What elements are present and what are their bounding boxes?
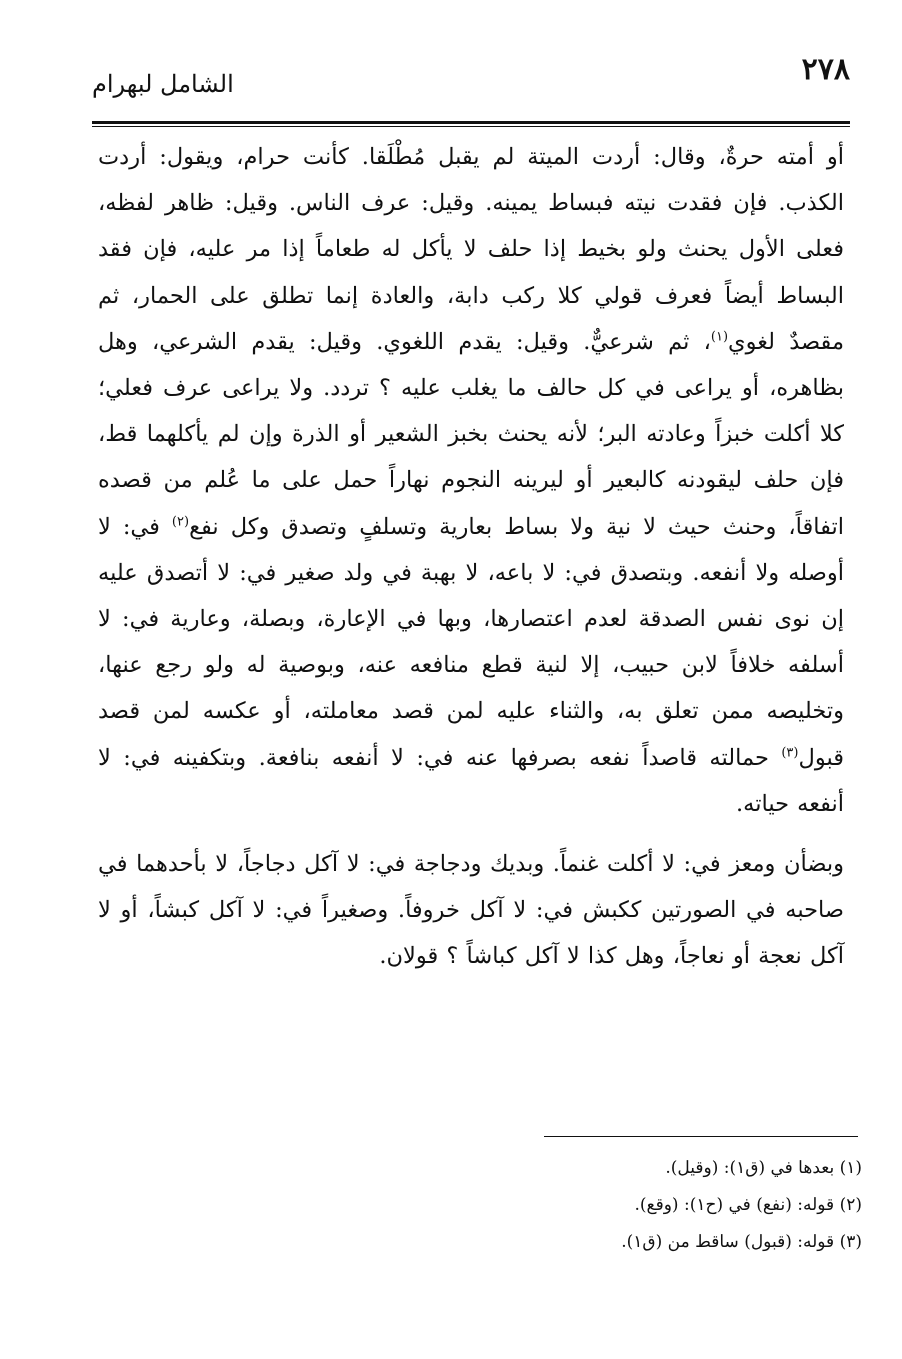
footnote-2: (٢) قوله: (نفع) في (ح١): (وقع).	[634, 1195, 862, 1215]
footnote-mark-2: (٢)	[171, 514, 190, 530]
text-line: ركب دابة، والعادة إنما تطلق على الحمار، ثم مقصدٌ لغوي	[98, 282, 844, 355]
text-line: حمالته قاصداً	[642, 744, 782, 771]
text-line: أسلفه خلافاً لابن حبيب، إلا لنية قطع منافعه عنه، وبوصية له ولو رجع عنها، وتخليصه	[98, 652, 844, 725]
text-line: الذرة وإن لم يأكلهما قط، فإن حلف ليقودنه كالبعير أو ليرينه النجوم نهاراً حمل على ما	[98, 421, 844, 494]
text-line: وبضأن ومعز في: لا أكلت غنماً. وبديك ودجاجة في: لا آكل دجاجاً، لا بأحدهما في	[98, 851, 844, 878]
text-line: نعجة أو نعاجاً، وهل كذا لا آكل كباشاً ؟ قولان.	[379, 943, 802, 970]
page-header	[92, 50, 850, 118]
text-line: أو أمته حرةٌ، وقال: أردت الميتة لم يقبل مُطْلَقا. كأنت حرام، ويقول: أردت الكذب. فإن	[98, 144, 845, 217]
text-line: تردد. ولا يراعى عرف فعلي؛ كلا أكلت خبزاً وعادته البر؛ لأنه يحنث بخبز الشعير أو	[98, 375, 845, 448]
text-line: عليه إن نوى نفس الصدقة لعدم اعتصارها، وبها في الإعارة، وبصلة، وعارية في: لا	[98, 559, 844, 633]
paragraph-2	[98, 841, 844, 980]
header-double-rule	[92, 121, 850, 127]
page-number: ٢٧٨	[801, 52, 850, 87]
footnotes	[162, 1150, 862, 1261]
text-line: نفع	[189, 513, 219, 540]
text-line: فقدت نيته فبساط يمينه. وقيل: عرف الناس. وقيل: ظاهر لفظه، فعلى الأول يحنث ولو	[98, 190, 844, 263]
text-line: ، ثم شرعيٌّ. وقيل: يقدم	[458, 328, 711, 355]
text-line: ممن تعلق به، والثناء عليه لمن قصد معاملته، أو عكسه لمن قصد قبول	[98, 698, 845, 771]
text-line: اللغوي. وقيل: يقدم الشرعي، وهل بظاهره، أو يراعى في كل حالف ما يغلب عليه ؟	[98, 328, 844, 402]
footnote-3: (٣) قوله: (قبول) ساقط من (ق١).	[621, 1232, 862, 1252]
text-line: في: لا أوصله ولا أنفعه. وبتصدق في: لا باعه، لا بهبة في ولد صغير في: لا أتصدق	[98, 513, 845, 586]
paragraph-1	[98, 134, 844, 827]
footnote-mark-1: (١)	[710, 329, 729, 345]
running-title: الشامل لبهرام	[92, 70, 234, 98]
text-line: نفعه بصرفها عنه في: لا أنفعه بنافعة. وبتكفينه في: لا أنفعه حياته.	[98, 744, 844, 817]
text-line: عُلم من قصده اتفاقاً، وحنث حيث لا نية ولا بساط بعارية وتسلفٍ وتصدق وكل	[98, 467, 844, 540]
text-line: بخيط إذا حلف لا يأكل له طعاماً إذا مر عليه، فإن فقد البساط أيضاً فعرف قولي كلا	[98, 236, 844, 309]
footnote-mark-3: (٣)	[781, 745, 799, 761]
footnote-separator	[544, 1136, 858, 1137]
footnote-1: (١) بعدها في (ق١): (وقيل).	[665, 1158, 862, 1178]
main-text	[98, 134, 844, 980]
text-line: صاحبه في الصورتين ككبش في: لا آكل خروفاً. وصغيراً في: لا آكل كبشاً، أو لا آكل	[98, 897, 844, 970]
